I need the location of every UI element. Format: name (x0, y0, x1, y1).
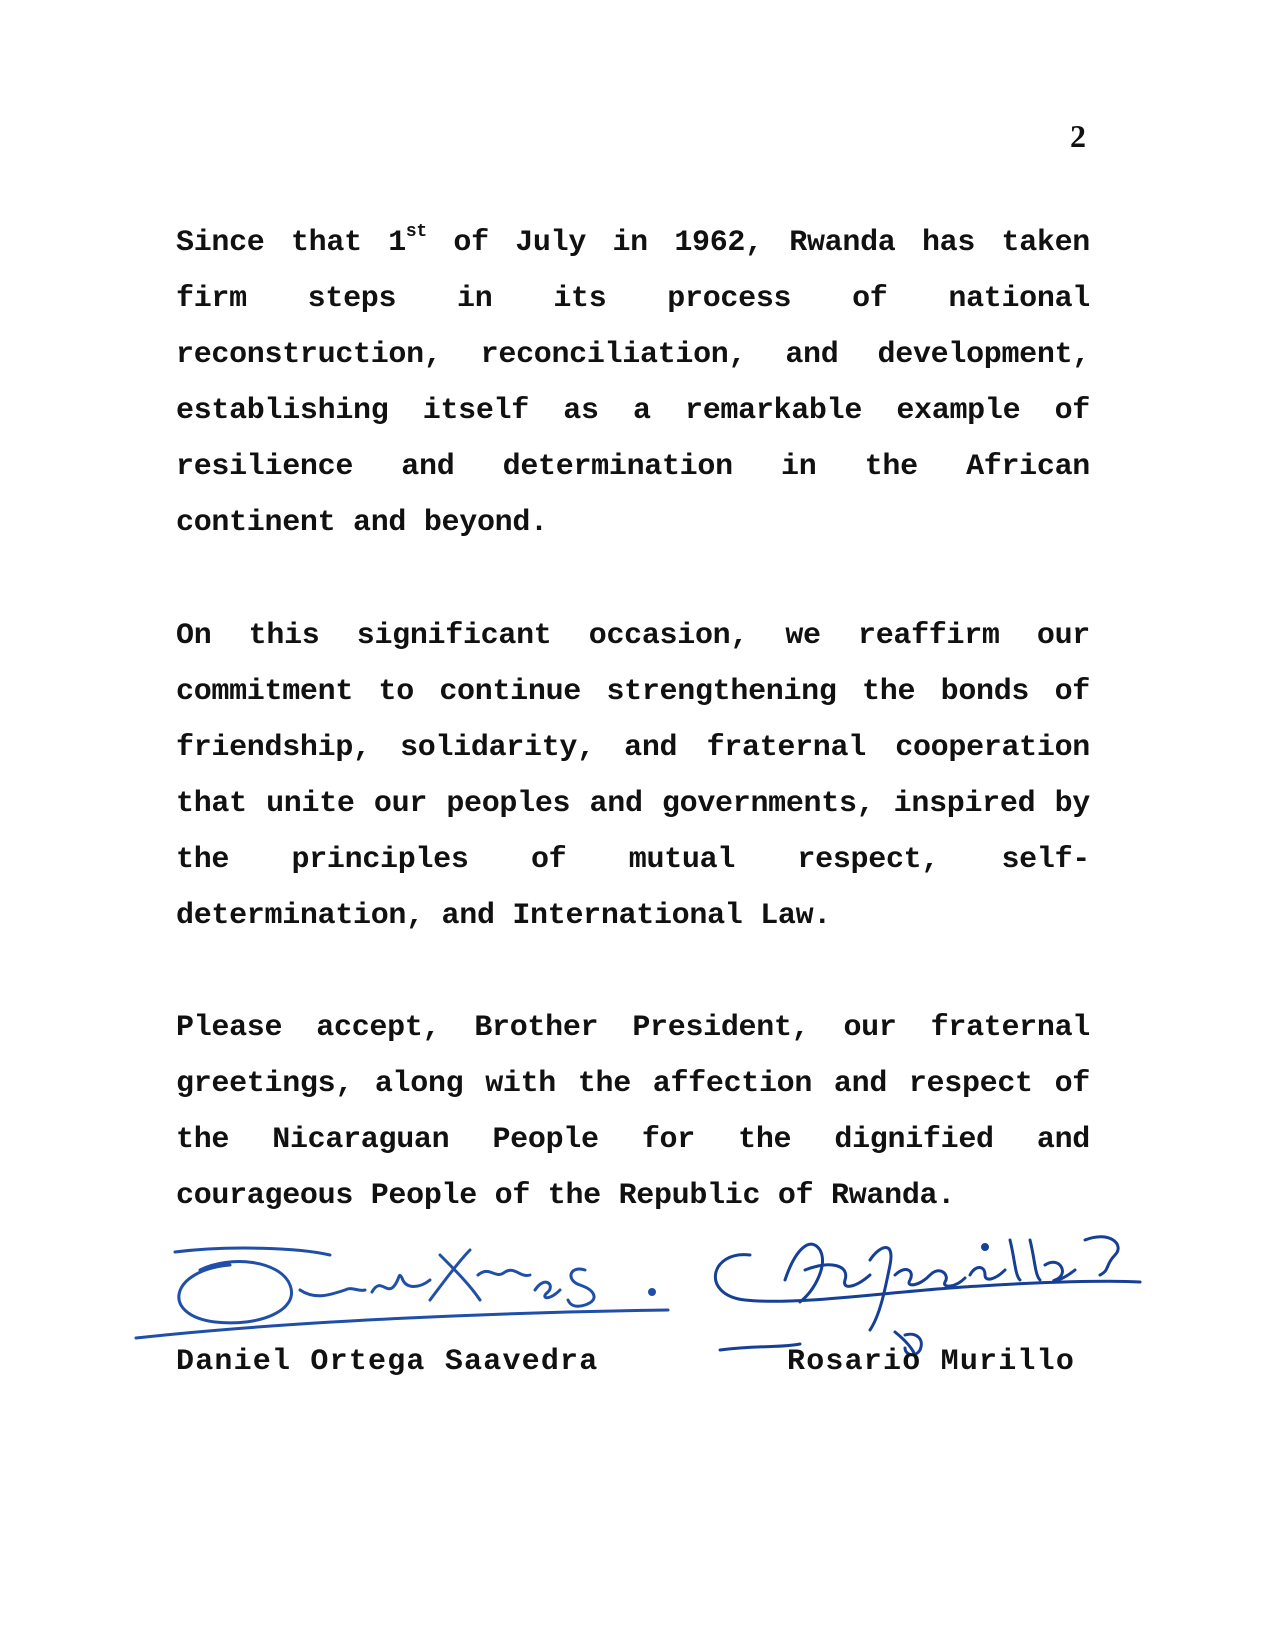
paragraph-commitment (176, 608, 1090, 944)
paragraph-text: Please accept, Brother President, our fraternal greetings, along with the affection and respect of the Nicaraguan People for the dignified and courageous People of the Republic of Rwanda. (176, 1011, 1090, 1213)
signature-daniel-ortega (136, 1248, 668, 1338)
ordinal-suffix: st (405, 222, 427, 242)
paragraph-rest: of July in 1962, Rwanda has taken firm steps in its process of national reconstruction, reconciliation, and development, establishing itself as a remarkable example of resilience and determination in the African continent and beyond. (176, 226, 1091, 540)
paragraph-lead: Since that 1 (176, 226, 406, 260)
page-number: 2 (1070, 118, 1086, 154)
signer-name-rosario-murillo: Rosario Murillo (787, 1345, 1076, 1379)
paragraph-greetings (176, 1000, 1090, 1224)
signature-rosario-murillo (715, 1237, 1140, 1355)
signer-name-daniel-ortega: Daniel Ortega Saavedra (176, 1345, 599, 1379)
paragraph-independence (176, 215, 1090, 551)
paragraph-text: On this significant occasion, we reaffirm our commitment to continue strengthening the bonds of friendship, solidarity, and fraternal cooperation that unite our peoples and governments, inspired by the principles of mutual respect, self-determination, and International Law. (176, 619, 1090, 933)
